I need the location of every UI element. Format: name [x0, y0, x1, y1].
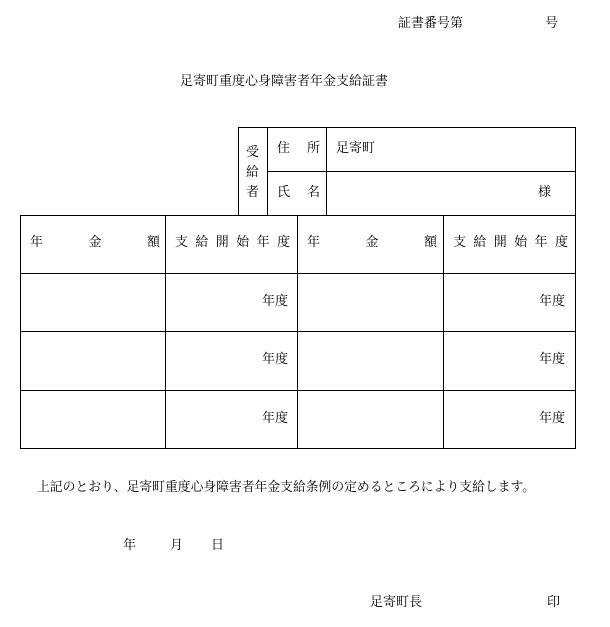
address-value[interactable]: 足寄町 — [336, 141, 376, 156]
honorific: 様 — [538, 185, 552, 200]
row1-year-suffix-2: 年度 — [539, 294, 566, 309]
column-header-amount: 年 金 額 — [30, 235, 160, 250]
name-label-1: 氏 — [277, 185, 291, 200]
certificate-number-label: 証書番号第 — [398, 16, 464, 31]
row2-year-suffix: 年度 — [262, 352, 289, 367]
date-day: 日 — [211, 538, 225, 553]
column-header-start-year-2: 支 給 開 始 年 度 — [453, 235, 568, 250]
address-label-1: 住 — [277, 141, 291, 156]
body-statement: 上記のとおり、足寄町重度心身障害者年金支給条例の定めるところにより支給します。 — [37, 480, 536, 495]
mayor-title: 足寄町長 — [370, 595, 423, 610]
name-label-2: 名 — [307, 185, 321, 200]
seal-mark: 印 — [547, 595, 561, 610]
recipient-side-label-2: 給 — [246, 165, 260, 180]
date-year: 年 — [123, 538, 137, 553]
address-label-2: 所 — [307, 141, 321, 156]
column-header-start-year: 支 給 開 始 年 度 — [175, 235, 290, 250]
row1-year-suffix: 年度 — [262, 294, 289, 309]
document-title: 足寄町重度心身障害者年金支給証書 — [180, 74, 389, 89]
recipient-side-label-3: 者 — [246, 185, 260, 200]
row3-year-suffix: 年度 — [262, 411, 289, 426]
column-header-amount-2: 年 金 額 — [307, 235, 437, 250]
row3-year-suffix-2: 年度 — [539, 411, 566, 426]
recipient-side-label-1: 受 — [246, 145, 260, 160]
certificate-number-suffix: 号 — [545, 16, 559, 31]
pension-table — [20, 215, 576, 449]
row2-year-suffix-2: 年度 — [539, 352, 566, 367]
date-month: 月 — [170, 538, 184, 553]
